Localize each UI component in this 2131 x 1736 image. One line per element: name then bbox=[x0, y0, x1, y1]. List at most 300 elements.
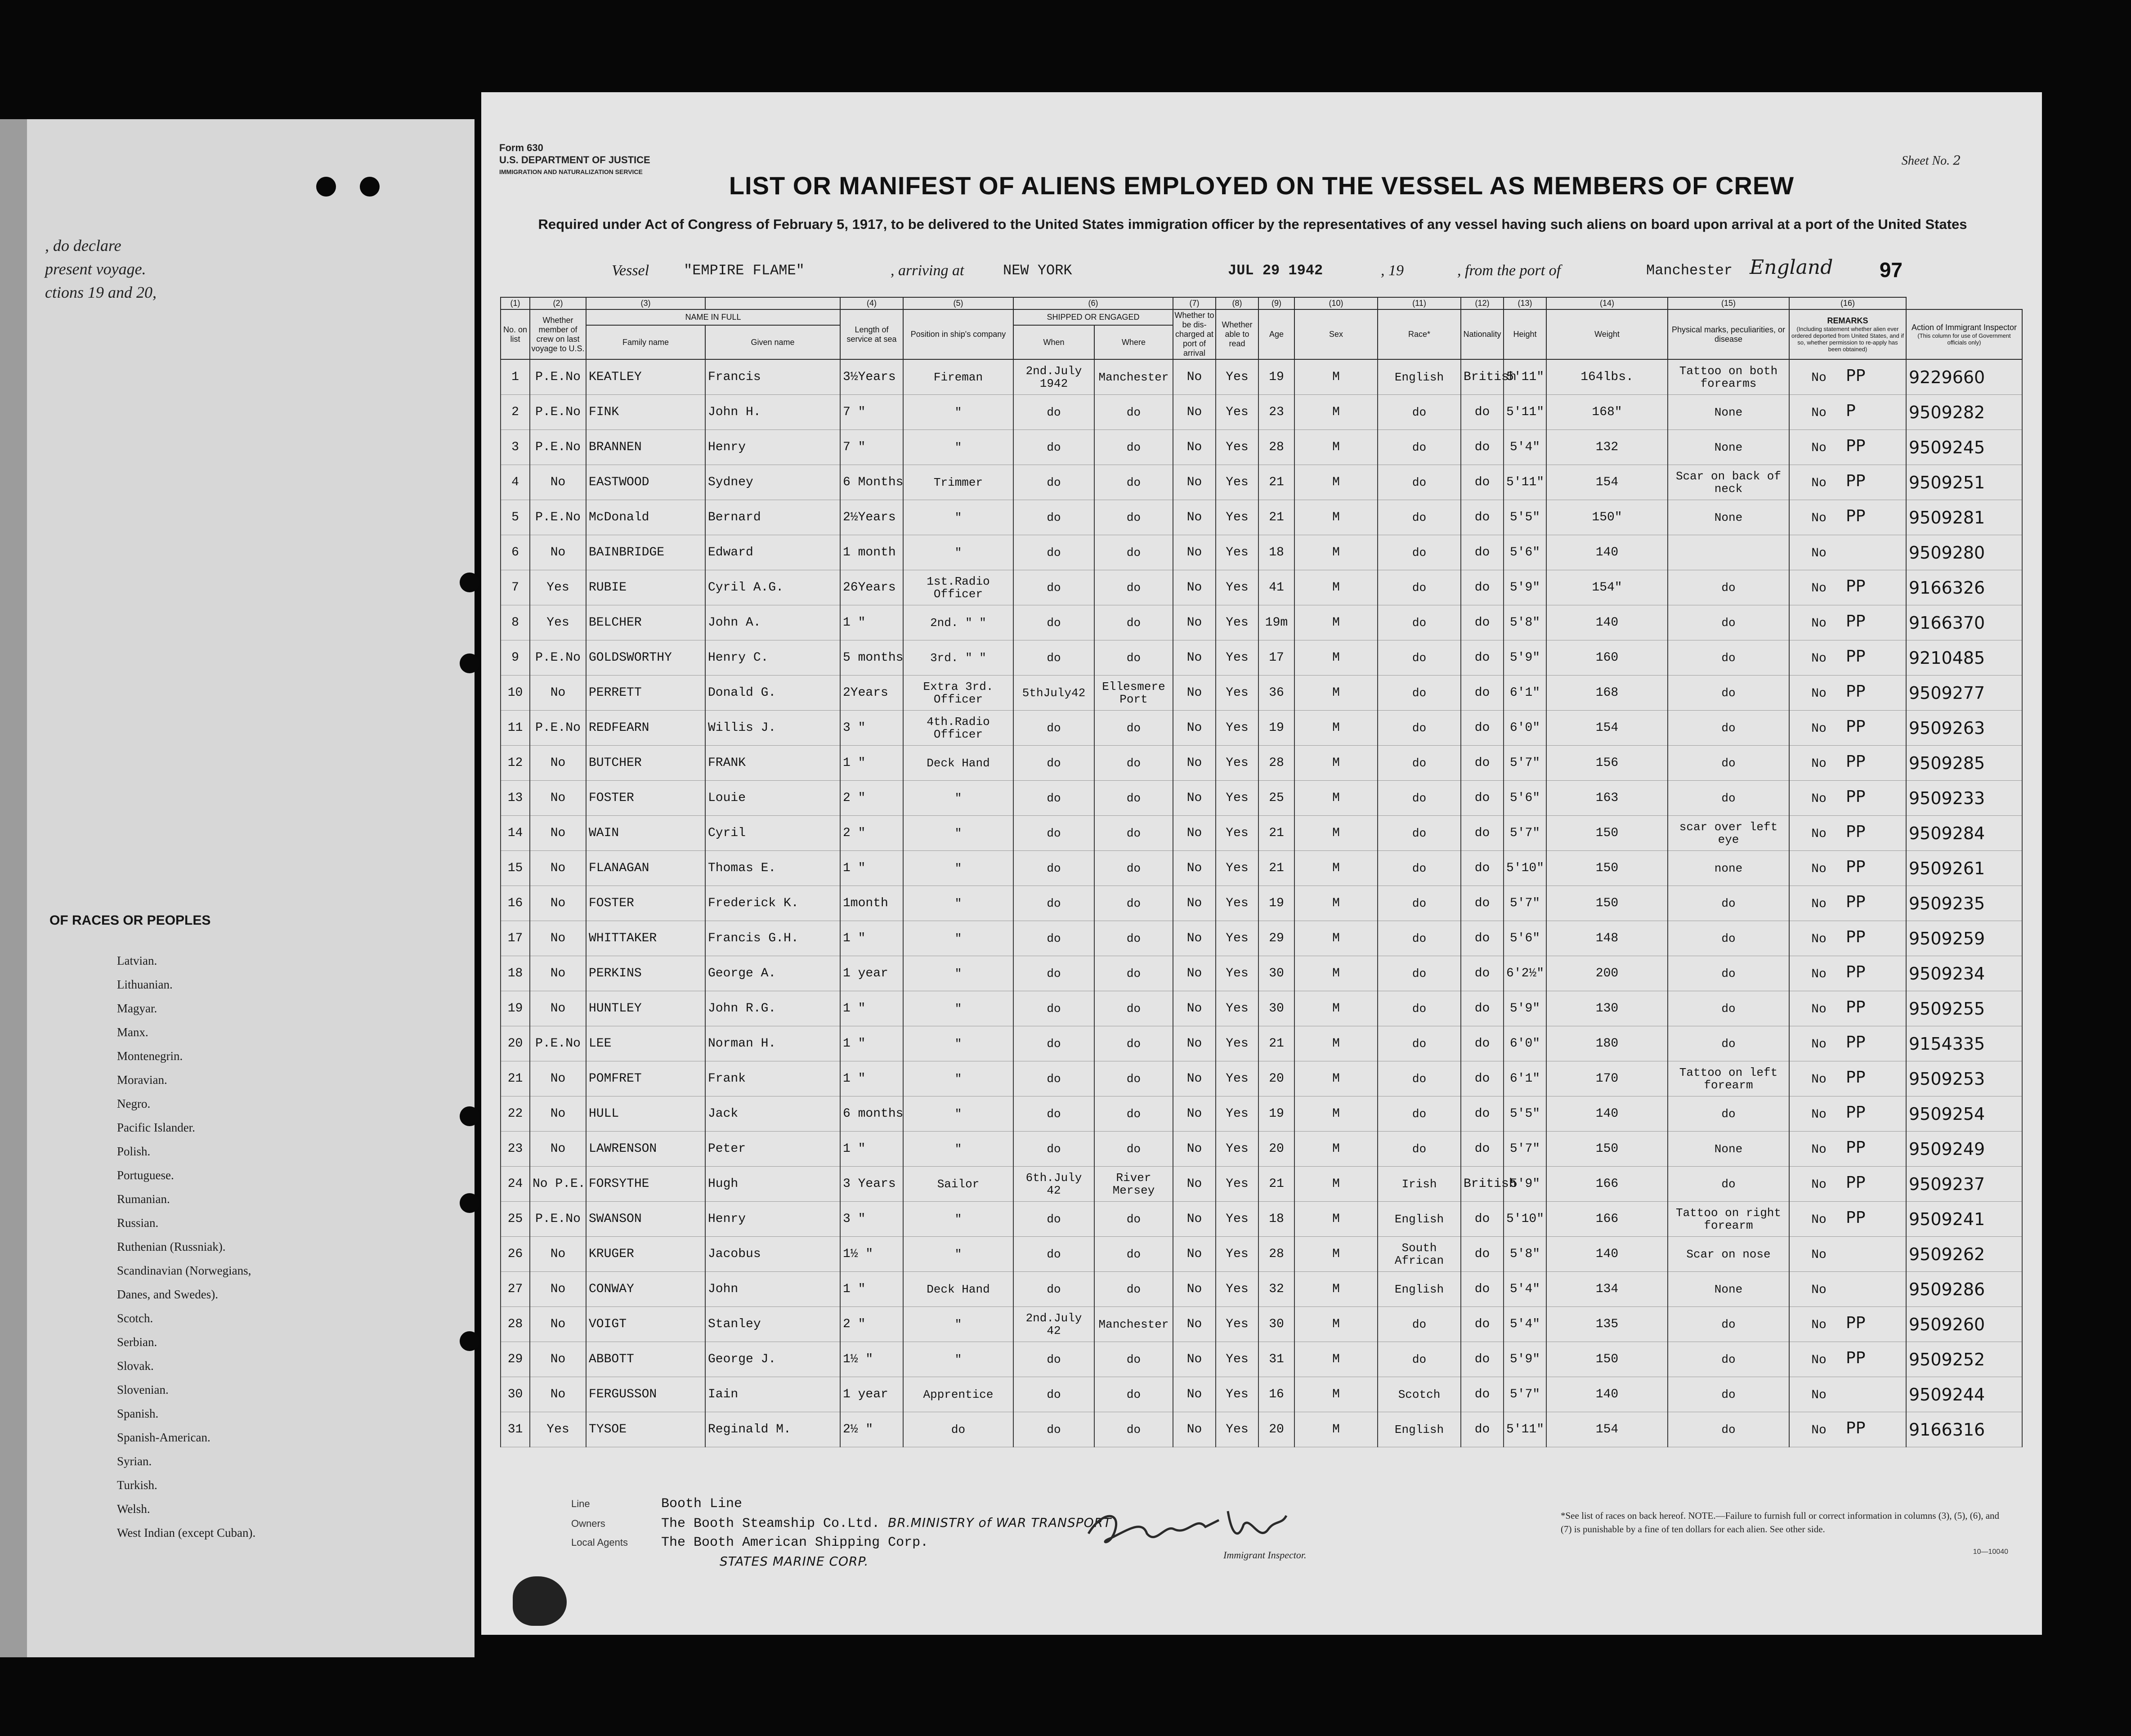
inspector-action-cell: 9166316 bbox=[1906, 1412, 2022, 1447]
weight-cell: 140 bbox=[1546, 1377, 1668, 1412]
prev-voyage-cell: No bbox=[530, 1342, 586, 1377]
weight-cell: 166 bbox=[1546, 1167, 1668, 1202]
family-name-cell: VOIGT bbox=[586, 1307, 705, 1342]
family-name-cell: WHITTAKER bbox=[586, 921, 705, 956]
able-to-read-cell: Yes bbox=[1216, 991, 1258, 1026]
height-cell: 5'10" bbox=[1504, 1202, 1546, 1237]
discharged-cell: No bbox=[1173, 1202, 1216, 1237]
race-cell: English bbox=[1378, 1272, 1461, 1307]
discharged-cell: No bbox=[1173, 430, 1216, 465]
inspector-initials: PP bbox=[1846, 717, 1866, 736]
prev-voyage-cell: No bbox=[530, 1096, 586, 1132]
crew-no-cell: 20 bbox=[501, 1026, 530, 1061]
header-no-on-list: No. on list bbox=[501, 309, 530, 359]
discharged-cell: No bbox=[1173, 1272, 1216, 1307]
col-num: (1) bbox=[501, 297, 530, 309]
sex-cell: M bbox=[1294, 465, 1378, 500]
shipped-where-cell: do bbox=[1094, 1342, 1173, 1377]
nationality-cell: do bbox=[1461, 851, 1504, 886]
shipped-when-cell: 6th.July 42 bbox=[1013, 1167, 1094, 1202]
physical-marks-cell: None bbox=[1668, 1132, 1789, 1167]
age-cell: 21 bbox=[1258, 1026, 1294, 1061]
weight-cell: 154 bbox=[1546, 1412, 1668, 1447]
shipped-where-cell: do bbox=[1094, 711, 1173, 746]
remarks-cell bbox=[1789, 1272, 1906, 1307]
age-cell: 21 bbox=[1258, 1167, 1294, 1202]
inspector-action-cell: 9509251 bbox=[1906, 465, 2022, 500]
table-row bbox=[501, 711, 2022, 746]
weight-cell: 163 bbox=[1546, 781, 1668, 816]
able-to-read-cell: Yes bbox=[1216, 1167, 1258, 1202]
col-num: (2) bbox=[530, 297, 586, 309]
length-of-service-cell: 3 " bbox=[840, 711, 903, 746]
inspector-initials: PP bbox=[1846, 1033, 1866, 1051]
physical-marks-cell: do bbox=[1668, 605, 1789, 640]
physical-marks-cell: do bbox=[1668, 991, 1789, 1026]
prev-voyage-cell: No bbox=[530, 1377, 586, 1412]
prev-voyage-cell: P.E.No bbox=[530, 430, 586, 465]
col-num bbox=[705, 297, 840, 309]
discharged-cell: No bbox=[1173, 746, 1216, 781]
weight-cell: 150" bbox=[1546, 500, 1668, 535]
able-to-read-cell: Yes bbox=[1216, 1237, 1258, 1272]
given-name-cell: FRANK bbox=[705, 746, 840, 781]
shipped-where-cell: do bbox=[1094, 605, 1173, 640]
remarks-cell bbox=[1789, 1237, 1906, 1272]
remarks-value: No bbox=[1811, 967, 1827, 981]
crew-no-cell: 19 bbox=[501, 991, 530, 1026]
inspector-initials: PP bbox=[1846, 577, 1866, 595]
weight-cell: 150 bbox=[1546, 1132, 1668, 1167]
discharged-cell: No bbox=[1173, 1307, 1216, 1342]
nationality-cell: do bbox=[1461, 1412, 1504, 1447]
owners-handwritten: BR.MINISTRY of WAR TRANSPORT bbox=[888, 1515, 1112, 1530]
sex-cell: M bbox=[1294, 1202, 1378, 1237]
nationality-cell: British bbox=[1461, 1167, 1504, 1202]
physical-marks-cell: Scar on nose bbox=[1668, 1237, 1789, 1272]
remarks-title: REMARKS bbox=[1827, 316, 1868, 325]
sex-cell: M bbox=[1294, 991, 1378, 1026]
prev-voyage-cell: No bbox=[530, 886, 586, 921]
discharged-cell: No bbox=[1173, 535, 1216, 570]
remarks-value: No bbox=[1811, 897, 1827, 911]
able-to-read-cell: Yes bbox=[1216, 500, 1258, 535]
age-cell: 23 bbox=[1258, 395, 1294, 430]
shipped-when-cell: do bbox=[1013, 465, 1094, 500]
crew-no-cell: 3 bbox=[501, 430, 530, 465]
discharged-cell: No bbox=[1173, 1342, 1216, 1377]
remarks-value: No bbox=[1811, 827, 1827, 841]
given-name-cell: Norman H. bbox=[705, 1026, 840, 1061]
left-page bbox=[0, 119, 475, 1657]
family-name-cell: FERGUSSON bbox=[586, 1377, 705, 1412]
length-of-service-cell: 2½ " bbox=[840, 1412, 903, 1447]
inspector-initials: PP bbox=[1846, 928, 1866, 946]
position-cell: 1st.Radio Officer bbox=[903, 570, 1013, 605]
weight-cell: 132 bbox=[1546, 430, 1668, 465]
shipped-when-cell: do bbox=[1013, 816, 1094, 851]
race-item: Turkish. bbox=[117, 1478, 157, 1492]
race-item: Lithuanian. bbox=[117, 978, 173, 991]
race-item: Montenegrin. bbox=[117, 1049, 183, 1063]
given-name-cell: John R.G. bbox=[705, 991, 840, 1026]
length-of-service-cell: 1 " bbox=[840, 1061, 903, 1096]
family-name-cell: BAINBRIDGE bbox=[586, 535, 705, 570]
sex-cell: M bbox=[1294, 359, 1378, 395]
physical-marks-cell: do bbox=[1668, 1026, 1789, 1061]
position-cell: Apprentice bbox=[903, 1377, 1013, 1412]
remarks-value: No bbox=[1811, 1248, 1827, 1262]
given-name-cell: John H. bbox=[705, 395, 840, 430]
height-cell: 5'11" bbox=[1504, 359, 1546, 395]
position-cell: " bbox=[903, 430, 1013, 465]
prev-voyage-cell: Yes bbox=[530, 1412, 586, 1447]
race-item: Rumanian. bbox=[117, 1192, 170, 1206]
able-to-read-cell: Yes bbox=[1216, 676, 1258, 711]
sex-cell: M bbox=[1294, 1377, 1378, 1412]
race-cell: do bbox=[1378, 711, 1461, 746]
inspector-action-cell: 9509255 bbox=[1906, 991, 2022, 1026]
header-prev-voyage: Whether member of crew on last voyage to U.S. bbox=[530, 309, 586, 359]
sex-cell: M bbox=[1294, 500, 1378, 535]
remarks-value: No bbox=[1811, 617, 1827, 631]
vessel-name: "EMPIRE FLAME" bbox=[684, 262, 805, 279]
remarks-cell bbox=[1789, 1167, 1906, 1202]
physical-marks-cell: do bbox=[1668, 676, 1789, 711]
remarks-cell bbox=[1789, 676, 1906, 711]
age-cell: 21 bbox=[1258, 816, 1294, 851]
line-label: Line bbox=[571, 1498, 590, 1509]
remarks-cell bbox=[1789, 1412, 1906, 1447]
inspector-initials: PP bbox=[1846, 612, 1866, 631]
race-cell: do bbox=[1378, 465, 1461, 500]
given-name-cell: Iain bbox=[705, 1377, 840, 1412]
position-cell: " bbox=[903, 395, 1013, 430]
remarks-value: No bbox=[1811, 1353, 1827, 1367]
nationality-cell: do bbox=[1461, 746, 1504, 781]
from-label: , from the port of bbox=[1457, 262, 1561, 279]
race-item: Negro. bbox=[117, 1097, 151, 1110]
discharged-cell: No bbox=[1173, 886, 1216, 921]
sex-cell: M bbox=[1294, 781, 1378, 816]
family-name-cell: POMFRET bbox=[586, 1061, 705, 1096]
physical-marks-cell: do bbox=[1668, 886, 1789, 921]
physical-marks-cell: None bbox=[1668, 1272, 1789, 1307]
table-row bbox=[501, 1377, 2022, 1412]
remarks-cell bbox=[1789, 1132, 1906, 1167]
prev-voyage-cell: P.E.No bbox=[530, 640, 586, 676]
able-to-read-cell: Yes bbox=[1216, 1132, 1258, 1167]
discharged-cell: No bbox=[1173, 676, 1216, 711]
table-row bbox=[501, 430, 2022, 465]
height-cell: 5'6" bbox=[1504, 535, 1546, 570]
nationality-cell: do bbox=[1461, 676, 1504, 711]
remarks-cell bbox=[1789, 1377, 1906, 1412]
height-cell: 6'0" bbox=[1504, 1026, 1546, 1061]
nationality-cell: do bbox=[1461, 991, 1504, 1026]
given-name-cell: Henry bbox=[705, 430, 840, 465]
shipped-where-cell: do bbox=[1094, 1412, 1173, 1447]
col-num: (6) bbox=[1013, 297, 1173, 309]
manifest-page bbox=[481, 92, 2042, 1635]
sex-cell: M bbox=[1294, 1272, 1378, 1307]
shipped-when-cell: do bbox=[1013, 1237, 1094, 1272]
sheet-value: 2 bbox=[1953, 153, 1961, 168]
owners-value: The Booth Steamship Co.Ltd. bbox=[661, 1516, 880, 1531]
shipped-where-cell: do bbox=[1094, 1237, 1173, 1272]
race-cell: do bbox=[1378, 430, 1461, 465]
inspector-action-cell: 9509252 bbox=[1906, 1342, 2022, 1377]
inspector-action-cell: 9509261 bbox=[1906, 851, 2022, 886]
signature-image bbox=[1084, 1502, 1291, 1552]
remarks-cell bbox=[1789, 1026, 1906, 1061]
table-row bbox=[501, 1061, 2022, 1096]
discharged-cell: No bbox=[1173, 1096, 1216, 1132]
race-item: Manx. bbox=[117, 1025, 148, 1039]
sheet-label: Sheet No. bbox=[1901, 154, 1950, 168]
nationality-cell: do bbox=[1461, 465, 1504, 500]
physical-marks-cell: do bbox=[1668, 781, 1789, 816]
age-cell: 16 bbox=[1258, 1377, 1294, 1412]
race-item: Syrian. bbox=[117, 1454, 152, 1468]
remarks-cell bbox=[1789, 746, 1906, 781]
remarks-cell bbox=[1789, 430, 1906, 465]
punch-hole bbox=[460, 1193, 479, 1213]
physical-marks-cell: Tattoo on right forearm bbox=[1668, 1202, 1789, 1237]
able-to-read-cell: Yes bbox=[1216, 1026, 1258, 1061]
year-label: , 19 bbox=[1381, 262, 1404, 279]
able-to-read-cell: Yes bbox=[1216, 1202, 1258, 1237]
sex-cell: M bbox=[1294, 605, 1378, 640]
table-row bbox=[501, 676, 2022, 711]
table-row bbox=[501, 1202, 2022, 1237]
shipped-when-cell: do bbox=[1013, 991, 1094, 1026]
height-cell: 5'11" bbox=[1504, 395, 1546, 430]
length-of-service-cell: 1 " bbox=[840, 605, 903, 640]
agents-handwritten: STATES MARINE CORP. bbox=[720, 1554, 869, 1569]
physical-marks-cell: do bbox=[1668, 956, 1789, 991]
inspector-action-cell: 9509285 bbox=[1906, 746, 2022, 781]
sex-cell: M bbox=[1294, 746, 1378, 781]
shipped-where-cell: Manchester bbox=[1094, 359, 1173, 395]
given-name-cell: Henry C. bbox=[705, 640, 840, 676]
footnote: *See list of races on back hereof. NOTE.—Failure to furnish full or correct information in columns (3), (5), (6), and (7) is punishable by a fine of ten dollars for each alien. See other side. bbox=[1561, 1510, 2000, 1535]
remarks-value: No bbox=[1811, 1178, 1827, 1192]
family-name-cell: McDonald bbox=[586, 500, 705, 535]
family-name-cell: HUNTLEY bbox=[586, 991, 705, 1026]
vessel-label: Vessel bbox=[612, 262, 649, 279]
table-row bbox=[501, 1342, 2022, 1377]
length-of-service-cell: 3½Years bbox=[840, 359, 903, 395]
age-cell: 29 bbox=[1258, 921, 1294, 956]
action-note: (This column for use of Government officials only) bbox=[1917, 332, 2011, 346]
given-name-cell: Edward bbox=[705, 535, 840, 570]
position-cell: " bbox=[903, 1342, 1013, 1377]
discharged-cell: No bbox=[1173, 605, 1216, 640]
prev-voyage-cell: No bbox=[530, 1237, 586, 1272]
remarks-cell bbox=[1789, 535, 1906, 570]
races-list bbox=[117, 949, 255, 1545]
header-height: Height bbox=[1504, 309, 1546, 359]
arrival-port: NEW YORK bbox=[1003, 262, 1072, 279]
prev-voyage-cell: P.E.No bbox=[530, 500, 586, 535]
shipped-when-cell: do bbox=[1013, 640, 1094, 676]
able-to-read-cell: Yes bbox=[1216, 1061, 1258, 1096]
vessel-line bbox=[612, 256, 1833, 279]
remarks-cell bbox=[1789, 851, 1906, 886]
col-num: (13) bbox=[1504, 297, 1546, 309]
crew-no-cell: 27 bbox=[501, 1272, 530, 1307]
race-item: Ruthenian (Russniak). bbox=[117, 1240, 226, 1253]
discharged-cell: No bbox=[1173, 991, 1216, 1026]
remarks-value: No bbox=[1811, 1143, 1827, 1157]
height-cell: 5'9" bbox=[1504, 1342, 1546, 1377]
given-name-cell: Jacobus bbox=[705, 1237, 840, 1272]
remarks-value: No bbox=[1811, 1073, 1827, 1087]
shipped-where-cell: Ellesmere Port bbox=[1094, 676, 1173, 711]
table-row bbox=[501, 851, 2022, 886]
crew-no-cell: 2 bbox=[501, 395, 530, 430]
table-row bbox=[501, 605, 2022, 640]
length-of-service-cell: 2 " bbox=[840, 781, 903, 816]
remarks-value: No bbox=[1811, 1002, 1827, 1016]
inspector-initials: PP bbox=[1846, 1068, 1866, 1087]
height-cell: 6'1" bbox=[1504, 676, 1546, 711]
shipped-when-cell: do bbox=[1013, 535, 1094, 570]
physical-marks-cell: do bbox=[1668, 746, 1789, 781]
position-cell: " bbox=[903, 500, 1013, 535]
nationality-cell: do bbox=[1461, 1132, 1504, 1167]
inspector-initials: PP bbox=[1846, 963, 1866, 981]
discharged-cell: No bbox=[1173, 1132, 1216, 1167]
form-code: 10—10040 bbox=[1973, 1548, 2008, 1556]
age-cell: 28 bbox=[1258, 746, 1294, 781]
shipped-when-cell: do bbox=[1013, 851, 1094, 886]
footer-agents-row bbox=[571, 1533, 1111, 1552]
shipped-where-cell: do bbox=[1094, 465, 1173, 500]
header-sex: Sex bbox=[1294, 309, 1378, 359]
table-row bbox=[501, 956, 2022, 991]
remarks-value: No bbox=[1811, 546, 1827, 560]
weight-cell: 168 bbox=[1546, 676, 1668, 711]
table-row bbox=[501, 535, 2022, 570]
shipped-where-cell: do bbox=[1094, 956, 1173, 991]
crew-no-cell: 13 bbox=[501, 781, 530, 816]
footer-owners-row bbox=[571, 1513, 1111, 1533]
header-shipped: SHIPPED OR ENGAGED bbox=[1013, 309, 1173, 325]
physical-marks-cell: do bbox=[1668, 1342, 1789, 1377]
race-item: Danes, and Swedes). bbox=[117, 1288, 218, 1301]
given-name-cell: Louie bbox=[705, 781, 840, 816]
inspector-initials: PP bbox=[1846, 858, 1866, 876]
shipped-when-cell: do bbox=[1013, 430, 1094, 465]
col-num: (15) bbox=[1668, 297, 1789, 309]
nationality-cell: do bbox=[1461, 1237, 1504, 1272]
height-cell: 5'5" bbox=[1504, 1096, 1546, 1132]
length-of-service-cell: 7 " bbox=[840, 430, 903, 465]
table-row bbox=[501, 1272, 2022, 1307]
prev-voyage-cell: No bbox=[530, 746, 586, 781]
shipped-when-cell: 5thJuly42 bbox=[1013, 676, 1094, 711]
header-age: Age bbox=[1258, 309, 1294, 359]
header-given-name: Given name bbox=[705, 325, 840, 359]
weight-cell: 200 bbox=[1546, 956, 1668, 991]
table-row bbox=[501, 1412, 2022, 1447]
remarks-value: No bbox=[1811, 757, 1827, 771]
sex-cell: M bbox=[1294, 956, 1378, 991]
able-to-read-cell: Yes bbox=[1216, 1307, 1258, 1342]
shipped-when-cell: do bbox=[1013, 1132, 1094, 1167]
prev-voyage-cell: P.E.No bbox=[530, 1026, 586, 1061]
position-cell: " bbox=[903, 1202, 1013, 1237]
age-cell: 19 bbox=[1258, 886, 1294, 921]
race-cell: do bbox=[1378, 886, 1461, 921]
left-header-line: ctions 19 and 20, bbox=[45, 283, 157, 301]
table-header bbox=[501, 297, 2022, 359]
col-num: (10) bbox=[1294, 297, 1378, 309]
shipped-when-cell: 2nd.July 1942 bbox=[1013, 359, 1094, 395]
race-cell: do bbox=[1378, 500, 1461, 535]
family-name-cell: GOLDSWORTHY bbox=[586, 640, 705, 676]
remarks-cell bbox=[1789, 605, 1906, 640]
inspector-action-cell: 9509249 bbox=[1906, 1132, 2022, 1167]
discharged-cell: No bbox=[1173, 395, 1216, 430]
nationality-cell: do bbox=[1461, 921, 1504, 956]
shipped-when-cell: do bbox=[1013, 1412, 1094, 1447]
race-cell: do bbox=[1378, 746, 1461, 781]
sex-cell: M bbox=[1294, 1342, 1378, 1377]
able-to-read-cell: Yes bbox=[1216, 430, 1258, 465]
length-of-service-cell: 1 " bbox=[840, 921, 903, 956]
prev-voyage-cell: No bbox=[530, 535, 586, 570]
remarks-cell bbox=[1789, 1096, 1906, 1132]
position-cell: " bbox=[903, 816, 1013, 851]
family-name-cell: SWANSON bbox=[586, 1202, 705, 1237]
shipped-where-cell: do bbox=[1094, 991, 1173, 1026]
inspector-action-cell: 9509237 bbox=[1906, 1167, 2022, 1202]
position-cell: Deck Hand bbox=[903, 746, 1013, 781]
nationality-cell: do bbox=[1461, 1202, 1504, 1237]
remarks-cell bbox=[1789, 395, 1906, 430]
shipped-where-cell: do bbox=[1094, 1202, 1173, 1237]
weight-cell: 168" bbox=[1546, 395, 1668, 430]
race-cell: do bbox=[1378, 991, 1461, 1026]
discharged-cell: No bbox=[1173, 359, 1216, 395]
footer-block bbox=[571, 1494, 1111, 1572]
weight-cell: 156 bbox=[1546, 746, 1668, 781]
nationality-cell: do bbox=[1461, 886, 1504, 921]
inspector-action-cell: 9509284 bbox=[1906, 816, 2022, 851]
discharged-cell: No bbox=[1173, 1061, 1216, 1096]
crew-no-cell: 5 bbox=[501, 500, 530, 535]
height-cell: 5'7" bbox=[1504, 746, 1546, 781]
table-row bbox=[501, 395, 2022, 430]
sex-cell: M bbox=[1294, 1412, 1378, 1447]
height-cell: 5'7" bbox=[1504, 816, 1546, 851]
weight-cell: 140 bbox=[1546, 535, 1668, 570]
inspector-action-cell: 9509241 bbox=[1906, 1202, 2022, 1237]
inspector-initials: PP bbox=[1846, 437, 1866, 455]
shipped-where-cell: River Mersey bbox=[1094, 1167, 1173, 1202]
race-cell: do bbox=[1378, 1096, 1461, 1132]
height-cell: 6'0" bbox=[1504, 711, 1546, 746]
sex-cell: M bbox=[1294, 1167, 1378, 1202]
weight-cell: 170 bbox=[1546, 1061, 1668, 1096]
sex-cell: M bbox=[1294, 921, 1378, 956]
remarks-value: No bbox=[1811, 441, 1827, 455]
length-of-service-cell: 1½ " bbox=[840, 1237, 903, 1272]
race-cell: do bbox=[1378, 1132, 1461, 1167]
